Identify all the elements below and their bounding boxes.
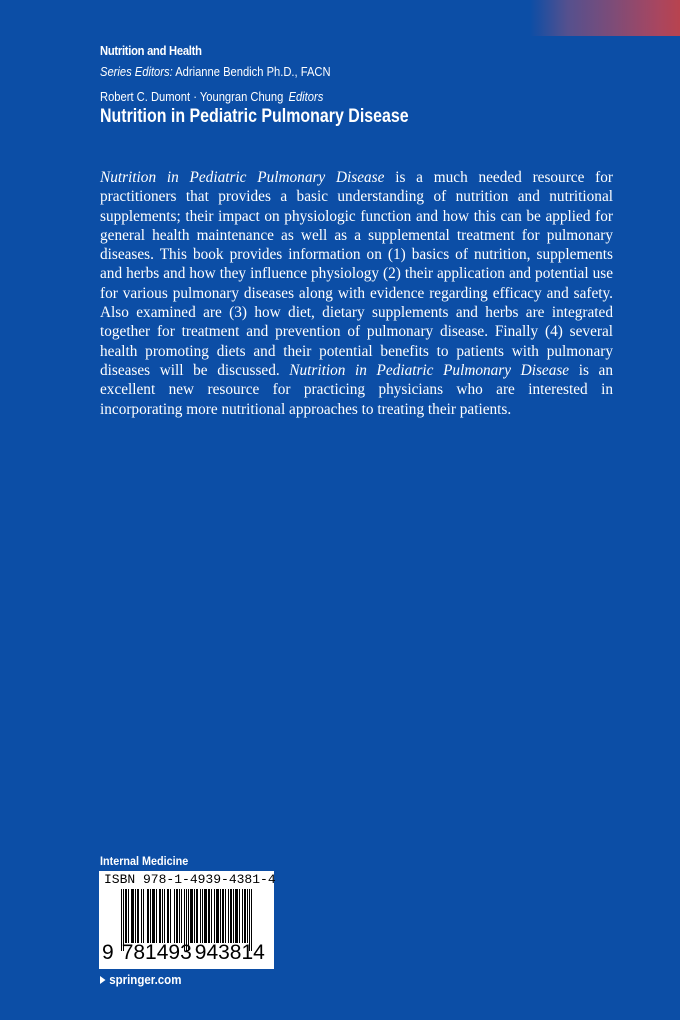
isbn-label: ISBN 978-1-4939-4381-4 [104,872,276,887]
ean-group-1: 781493 [121,941,192,964]
barcode-bar [162,889,163,943]
barcode-bar [143,889,144,943]
barcode-bar [135,889,136,943]
book-editors [100,88,564,105]
barcode-bar [244,889,246,943]
book-description [100,168,613,419]
series-editors [100,63,564,81]
book-editors-role: Editors [288,89,324,104]
series-name: Nutrition and Health [100,43,202,58]
barcode-bar [179,889,180,943]
description-text: is a much needed resource for practitioners that provides a basic understanding of nutrition and nutritional supplements; their impact on physiologic function and how this can be applied for general health maintenance as well as a supplemental treatment for pulmonary diseases. This book provides information on (1) basics of nutrition, supplements and herbs and how they influence physiology (2) their application and potential use for various pulmonary diseases along with evidence regarding efficacy and safety. Also examined are (3) how diet, dietary supplements and herbs are integrated together for treatment and prevention of pulmonary disease. Finally (4) several health promoting diets and their potential benefits to patients with pulmonary diseases will be discussed. [100,169,613,379]
book-title: Nutrition in Pediatric Pulmonary Disease [100,106,409,127]
barcode-bar [190,889,193,943]
barcode-bar [150,889,151,943]
ean-lead-digit: 9 [102,941,114,964]
book-editors-names: Robert C. Dumont · Youngran Chung [100,89,284,104]
barcode-bar [137,889,139,943]
isbn-barcode [99,871,274,969]
subject-category: Internal Medicine [100,854,189,868]
barcode-gap [252,889,253,890]
series-editors-names: Adrianne Bendich Ph.D., FACN [175,64,331,79]
barcode-bar [228,889,229,943]
springer-website-link[interactable] [100,972,181,988]
accent-gradient-bar [530,0,680,36]
barcode-bar [247,889,248,943]
triangle-right-icon [100,976,106,984]
barcode-bar [170,889,171,943]
barcode-bar [164,889,165,943]
barcode-bar [147,889,149,943]
barcode-bar [200,889,201,943]
barcode-bar [242,889,243,943]
ean-group-2: 943814 [194,941,265,964]
barcode-bar [211,889,212,943]
barcode-bar [235,889,238,943]
cover-header [100,42,640,128]
barcode-bar [152,889,155,943]
barcode-bar [208,889,210,943]
description-text: is an excellent new resource for practicing physicians who are interested in incorporating more nutritional approaches to treating their patients. [100,361,613,418]
barcode-bar [202,889,203,943]
description-title-italic: Nutrition in Pediatric Pulmonary Disease [100,169,385,186]
barcode-bar [131,889,134,943]
series-editors-label: Series Editors: [100,64,173,79]
barcode-bar [156,889,157,943]
barcode-bar [176,889,178,943]
barcode-bar [230,889,232,943]
barcode-bar [167,889,169,943]
barcode-bar [125,889,127,943]
barcode-bar [214,889,215,943]
barcode-bar [194,889,195,943]
barcode-bar [220,889,221,943]
barcode-bar [174,889,175,943]
barcode-bar [196,889,198,943]
website-label: springer.com [109,973,182,987]
ean-number [102,941,265,965]
barcode-bar [233,889,234,943]
barcode-bar [181,889,182,943]
barcode-bar [222,889,224,943]
barcode-bar [204,889,207,943]
barcode-bar [239,889,240,943]
barcode-bar [141,889,142,943]
description-title-italic: Nutrition in Pediatric Pulmonary Disease [289,361,570,379]
barcode-bar [128,889,129,943]
barcode-bar [159,889,161,943]
barcode-bar [225,889,226,943]
barcode-bar [216,889,219,943]
